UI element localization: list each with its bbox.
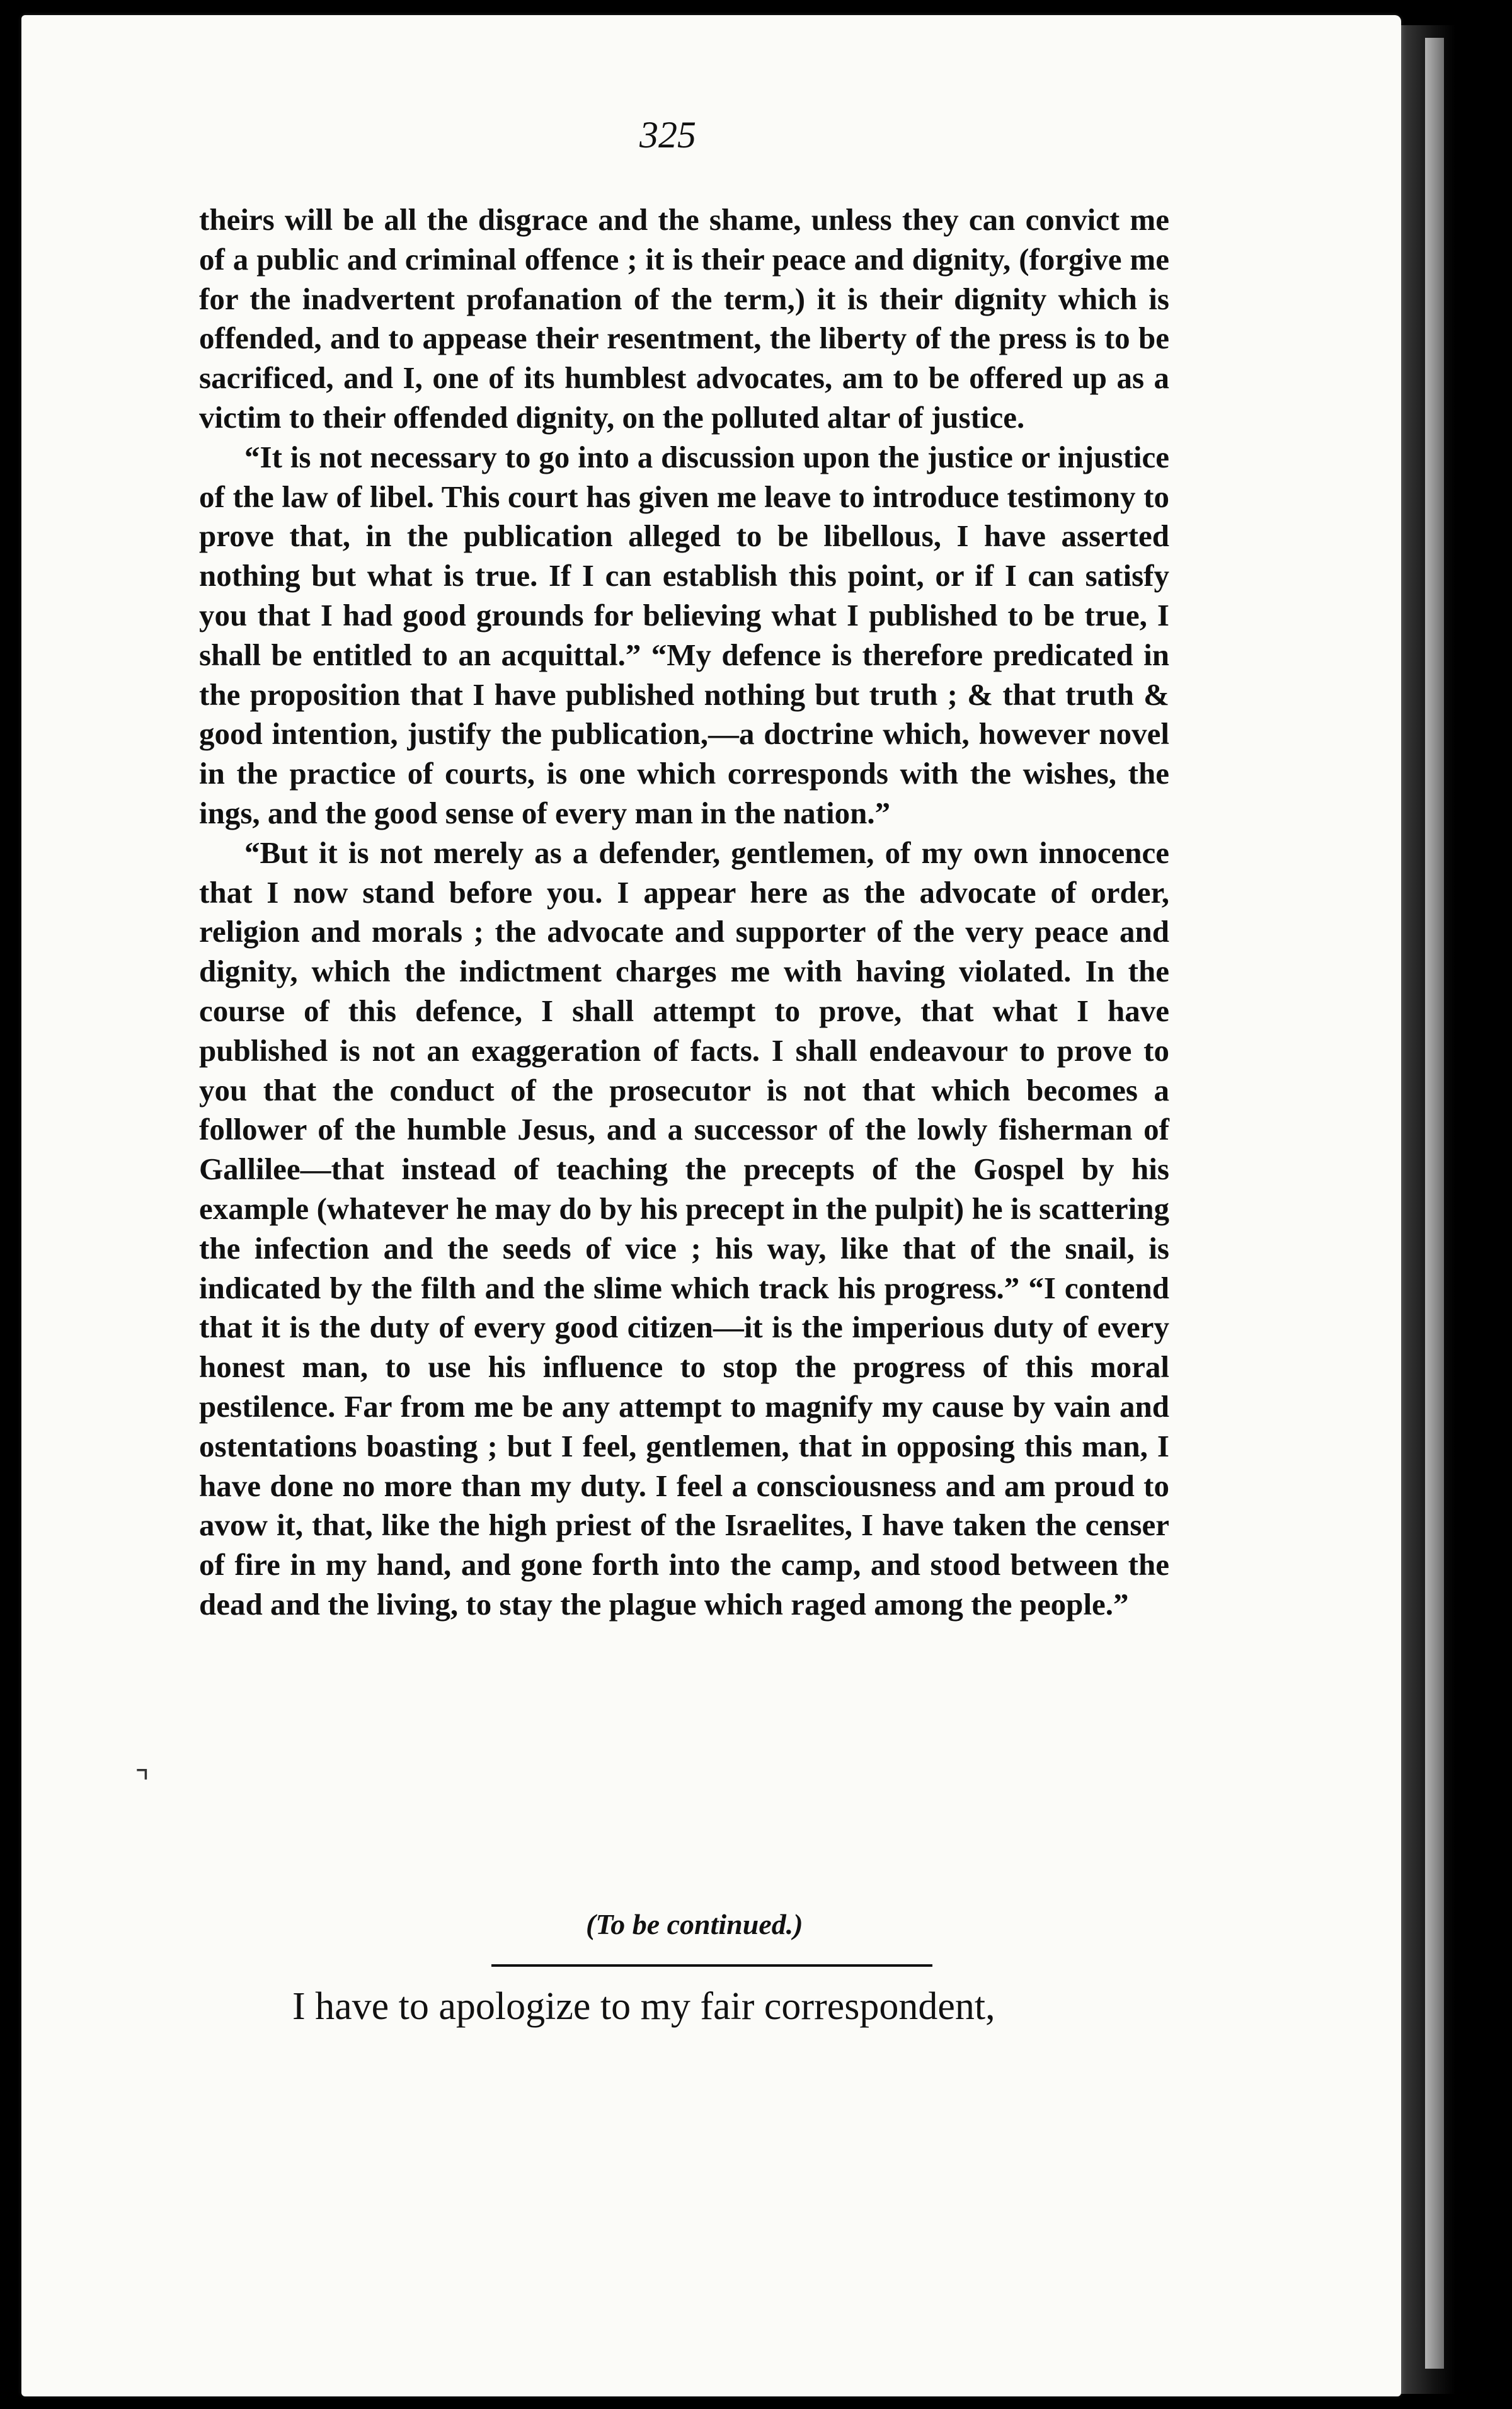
continued-note: (To be continued.)	[586, 1908, 803, 1940]
page-edge	[1425, 38, 1444, 2369]
paragraph-1: theirs will be all the disgrace and the shame, unless they can convict me of a public and criminal offence ; it is their peace and dignity, (forgive me for the inadvertent profanation of the term,) it is their dignity which is offended, and to appease their resentment, the liberty of the press is to be sacrificed, and I, one of its humblest advocates, am to be offered up as a victim to their offended dignity, on the polluted altar of justice.	[199, 202, 1169, 435]
paragraph-3: “But it is not merely as a defender, gentlemen, of my own innocence that I now stand before you. I appear here as the advocate of order, religion and morals ; the advocate and supporter of the very peace and dignity, which the indictment charges me with having violated. In the course of this defence, I shall attempt to prove, that what I have published is not an exaggeration of facts. I shall endeavour to prove to you that the conduct of the prosecutor is not that which becomes a follower of the humble Jesus, and a successor of the lowly fisherman of Gallilee—that instead of teaching the precepts of the Gospel by his example (whatever he may do by his precept in the pulpit) he is scattering the infection and the seeds of vice ; his way, like that of the snail, is indicated by the filth and the slime which track his progress.” “I contend that it is the duty of every good citizen—it is the imperious duty of every honest man, to use his influence to stop the progress of this moral pestilence. Far from me be any attempt to magnify my cause by vain and ostentations boasting ; but I feel, gentlemen, that in opposing this man, I have done no more than my duty. I feel a consciousness and am proud to avow it, that, like the high priest of the Israelites, I have taken the censer of fire in my hand, and gone forth into the camp, and stood between the dead and the living, to stay the plague which raged among the people.”	[199, 835, 1169, 1622]
section-divider	[491, 1964, 932, 1967]
paragraph-2: “It is not necessary to go into a discussion upon the justice or injustice of the law of libel. This court has given me leave to introduce testimony to prove that, in the publication alleged to be libellous, I have asserted nothing but what is true. If I can establish this point, or if I can satisfy you that I had good grounds for believing what I published to be true, I shall be entitled to an acquittal.” “My defence is therefore predicated in the proposition that I have published nothing but truth ; & that truth & good intention, justify the publication,—a doctrine which, however novel in the practice of courts, is one which corresponds with the wishes, the ings, and the good sense of every man in the nation.”	[199, 439, 1169, 830]
page-number: 325	[639, 114, 696, 156]
margin-mark: ⌝	[135, 1765, 150, 1800]
body-text	[199, 200, 1169, 1625]
closing-line: I have to apologize to my fair correspondent,	[292, 1985, 995, 2028]
